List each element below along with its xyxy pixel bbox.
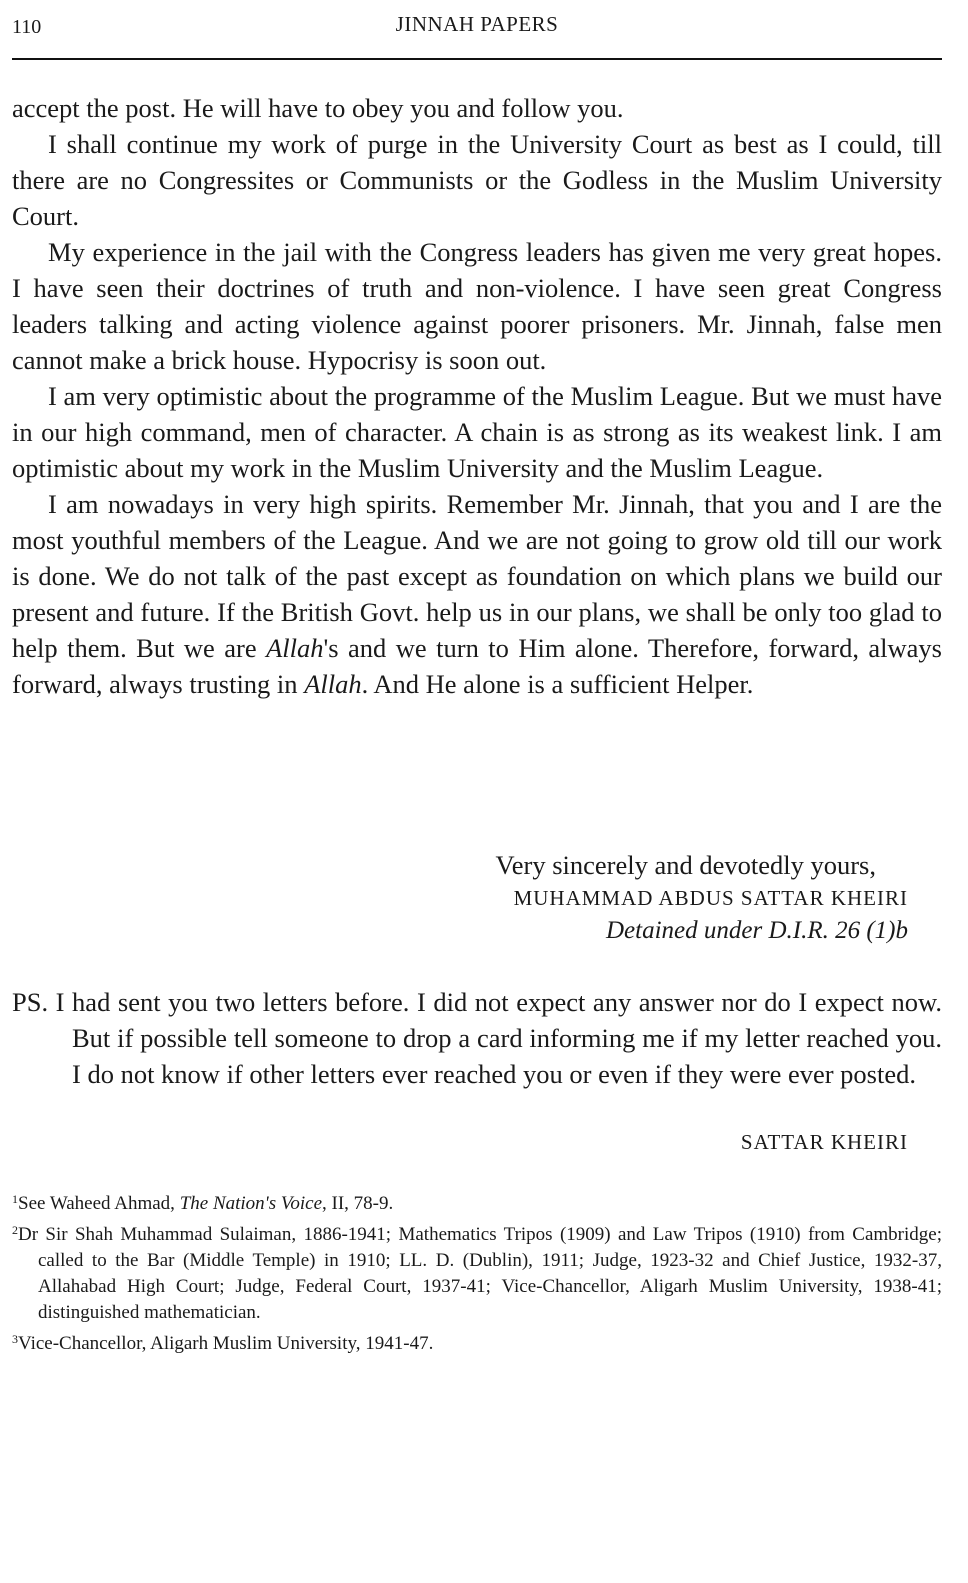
running-title: JINNAH PAPERS <box>395 12 559 36</box>
footnotes <box>12 1186 942 1357</box>
text-run: . And He alone is a sufficient Helper. <box>361 669 754 699</box>
running-head <box>12 12 942 48</box>
paragraph-optimism: I am very optimistic about the programme of the Muslim League. But we must have in our high command, men of character. A chain is as strong as its weakest link. I am optimistic about my work in the Muslim University and the Muslim League. <box>12 381 942 483</box>
letter-body <box>12 90 942 702</box>
italic-term: Allah <box>304 669 362 699</box>
text-run: 's and we turn to Him alone. Therefore, forward, always forward, always trusting in <box>12 633 942 699</box>
header-rule <box>12 58 942 60</box>
paragraph-high-spirits <box>12 486 942 702</box>
page-number: 110 <box>12 16 42 38</box>
text-run: Vice-Chancellor, Aligarh Muslim University, 1941-47. <box>18 1333 434 1354</box>
footnote-2 <box>12 1217 942 1326</box>
text-run: , II, 78-9. <box>322 1193 394 1214</box>
text-run: Dr Sir Shah Muhammad Sulaiman, 1886-1941; Mathematics Tripos (1909) and Law Tripos (1910) from Cambridge; called to the Bar (Middle Temple) in 1910; LL. D. (Dublin), 1911; Judge, 1923-32 and Chief Justice, 1932-37, Allahabad High Court; Judge, Federal Court, 1937-41; Vice-Chancellor, Aligarh Muslim University, 1938-41; distinguished mathematician. <box>18 1224 942 1323</box>
text-run: See Waheed Ahmad, <box>18 1193 180 1214</box>
detention-note: Detained under D.I.R. 26 (1)b <box>605 917 908 944</box>
signer-name: MUHAMMAD ABDUS SATTAR KHEIRI <box>513 886 908 910</box>
footnote-1 <box>12 1186 942 1217</box>
footnote-3 <box>12 1326 942 1357</box>
signature-block <box>12 848 908 948</box>
footnote-mark: 2 <box>12 1223 18 1237</box>
footnote-mark: 3 <box>12 1332 18 1346</box>
italic-term: Allah <box>266 633 324 663</box>
postscript-signer: SATTAR KHEIRI <box>740 1130 908 1154</box>
paragraph-jail-experience: My experience in the jail with the Congress leaders has given me very great hopes. I have seen their doctrines of truth and non-violence. I have seen great Congress leaders talking and acting violence against poorer prisoners. Mr. Jinnah, false men cannot make a brick house. Hypocrisy is soon out. <box>12 237 942 375</box>
text-run: I am nowadays in very high spirits. Remember Mr. Jinnah, that you and I are the most youthful members of the League. And we are not going to grow old till our work is done. We do not talk of the past except as foundation on which plans we build our present and future. If the British Govt. help us in our plans, we shall be only too glad to help them. But we are <box>12 489 942 663</box>
postscript-text: PS. I had sent you two letters before. I did not expect any answer nor do I expect now. But if possible tell someone to drop a card informing me if my letter reached you. I do not know if other letters ever reached you or even if they were ever posted. <box>12 987 942 1089</box>
closing-line: Very sincerely and devotedly yours, <box>495 850 876 880</box>
book-title: The Nation's Voice <box>179 1193 323 1214</box>
postscript <box>12 984 942 1092</box>
paragraph-purge: I shall continue my work of purge in the University Court as best as I could, till there are no Congressites or Communists or the Godless in the Muslim University Court. <box>12 129 942 231</box>
paragraph-continued: accept the post. He will have to obey you and follow you. <box>12 93 624 123</box>
footnote-mark: 1 <box>12 1192 18 1206</box>
